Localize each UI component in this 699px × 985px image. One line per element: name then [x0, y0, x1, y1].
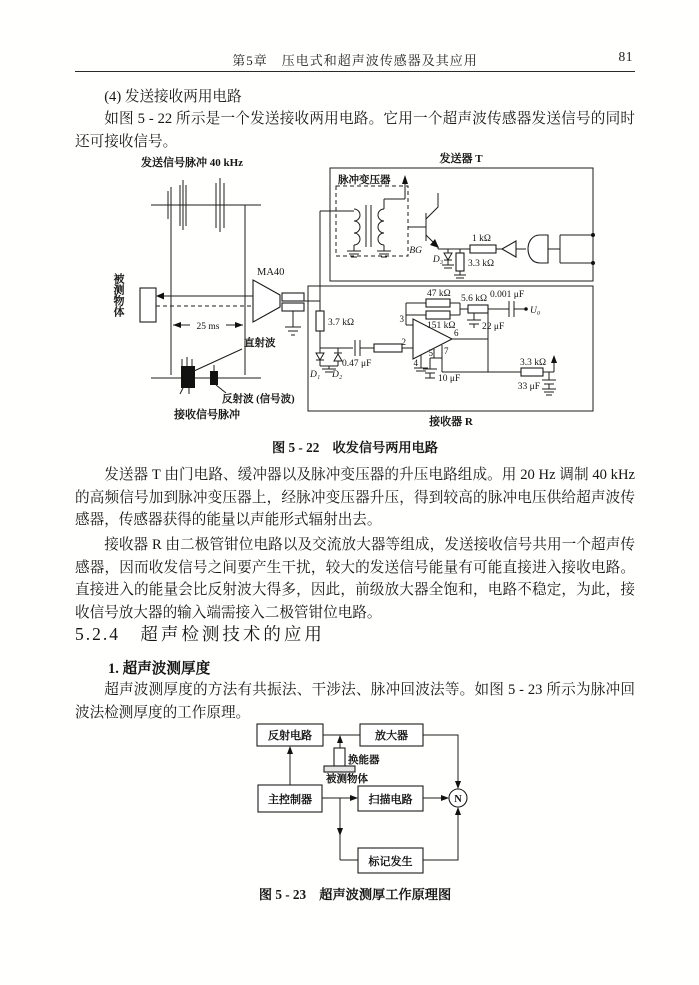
reflected-wave-label: 反射波 (信号波) [222, 394, 295, 405]
marker-box-label: 标记发生 [368, 856, 413, 868]
r151k-label: 151 kΩ [427, 321, 456, 331]
transmit-pulse-waveform [140, 155, 261, 375]
scan-box-label: 扫描电路 [368, 794, 413, 806]
tx-pulse-label: 发送信号脉冲 40 kHz [141, 157, 244, 169]
controller-box-label: 主控制器 [268, 794, 312, 806]
figure-5-23-caption: 图 5 - 23 超声波测厚工作原理图 [258, 887, 452, 902]
transmitter-label: 发送器 T [439, 153, 483, 165]
pin6-label: 6 [454, 328, 459, 338]
subsection-heading: 1. 超声波测厚度 [108, 661, 211, 677]
receiver-label: 接收器 R [429, 416, 473, 428]
paragraph-3: 接收器 R 由二极管钳位电路以及交流放大器等组成，发送接收信号共用一个超声传感器，因而收发信号之间要产生干扰，较大的发送信号能量有可能直接进入接收电路。直接进入的能量会比反射波大得多，因此，前级放大器全饱和，电路不稳定，为此，接收信号放大器的输入端需接入二极管钳位电路。 [75, 537, 635, 621]
chapter-title: 第5章 压电式和超声波传感器及其应用 [232, 53, 478, 68]
25ms-label: 25 ms [196, 322, 220, 332]
pin4-label: 4 [413, 358, 418, 368]
r3k3-t-label: 3.3 kΩ [468, 259, 495, 269]
r47k-label: 47 kΩ [427, 289, 451, 299]
r3k3-r-label: 3.3 kΩ [520, 358, 547, 368]
c22-label: 22 μF [482, 322, 505, 332]
section-heading [75, 621, 635, 646]
ma40-label: MA40 [257, 267, 285, 278]
paragraph-h4: (4) 发送接收两用电路 [104, 89, 242, 105]
c10-label: 10 μF [438, 374, 461, 384]
figure-5-23-block-diagram [220, 722, 530, 882]
c0001-label: 0.001 μF [490, 290, 525, 300]
page-number: 81 [618, 49, 633, 64]
pin7-label: 7 [444, 346, 449, 356]
figure-5-22-caption: 图 5 - 22 收发信号两用电路 [272, 440, 438, 455]
transmitter-circuit [330, 151, 595, 281]
receiver-circuit [308, 286, 593, 428]
object-label: 被测物体 [112, 273, 124, 317]
received-pulse-waveform [151, 336, 295, 421]
thickness-measure-diagram [257, 724, 467, 873]
r1k-label: 1 kΩ [472, 234, 491, 244]
pin3-label: 3 [399, 314, 404, 324]
c047-label: 0.47 μF [342, 359, 372, 369]
transducer-label: 换能器 [348, 755, 380, 766]
page-header [75, 42, 635, 72]
pin2-label: 2 [401, 337, 406, 347]
direct-wave-label: 直射波 [244, 338, 276, 349]
uo-label: U₀ [530, 306, 541, 316]
c33-label: 33 μF [517, 382, 540, 392]
d1-label: D₁ [310, 370, 321, 380]
object-under-test-label: 被测物体 [326, 774, 368, 785]
section-title: 超声检测技术的应用 [140, 624, 325, 644]
n-node-label: N [454, 794, 462, 805]
d3-label: D₃ [432, 255, 443, 265]
pulse-transformer-label: 脉冲变压器 [338, 175, 391, 186]
rx-pulse-label: 接收信号脉冲 [174, 409, 240, 421]
paragraph-2: 发送器 T 由门电路、缓冲器以及脉冲变压器的升压电路组成。用 20 Hz 调制 40 kHz 的高频信号加到脉冲变压器上，经脉冲变压器升压，得到较高的脉冲电压供给超声波传感器，传感器获得的能量以声能形式辐射出去。 [75, 467, 635, 528]
r3k7-label: 3.7 kΩ [328, 318, 355, 328]
section-number: 5.2.4 [75, 624, 120, 644]
paragraph-1: 如图 5 - 22 所示是一个发送接收两用电路。它用一个超声波传感器发送信号的同时还可接收信号。 [75, 111, 635, 150]
reflect-box-label: 反射电路 [268, 730, 312, 742]
paragraph-4: 超声波测厚度的方法有共振法、干涉法、脉冲回波法等。如图 5 - 23 所示为脉冲回波法检测厚度的工作原理。 [75, 682, 635, 721]
pin5-label: 5 [428, 348, 433, 358]
figure-5-22-circuit-diagram [112, 153, 606, 433]
amp-box-label: 放大器 [375, 730, 408, 742]
d2-label: D₂ [332, 370, 343, 380]
r5k6-label: 5.6 kΩ [461, 294, 488, 304]
bg-label: BG [409, 246, 422, 256]
